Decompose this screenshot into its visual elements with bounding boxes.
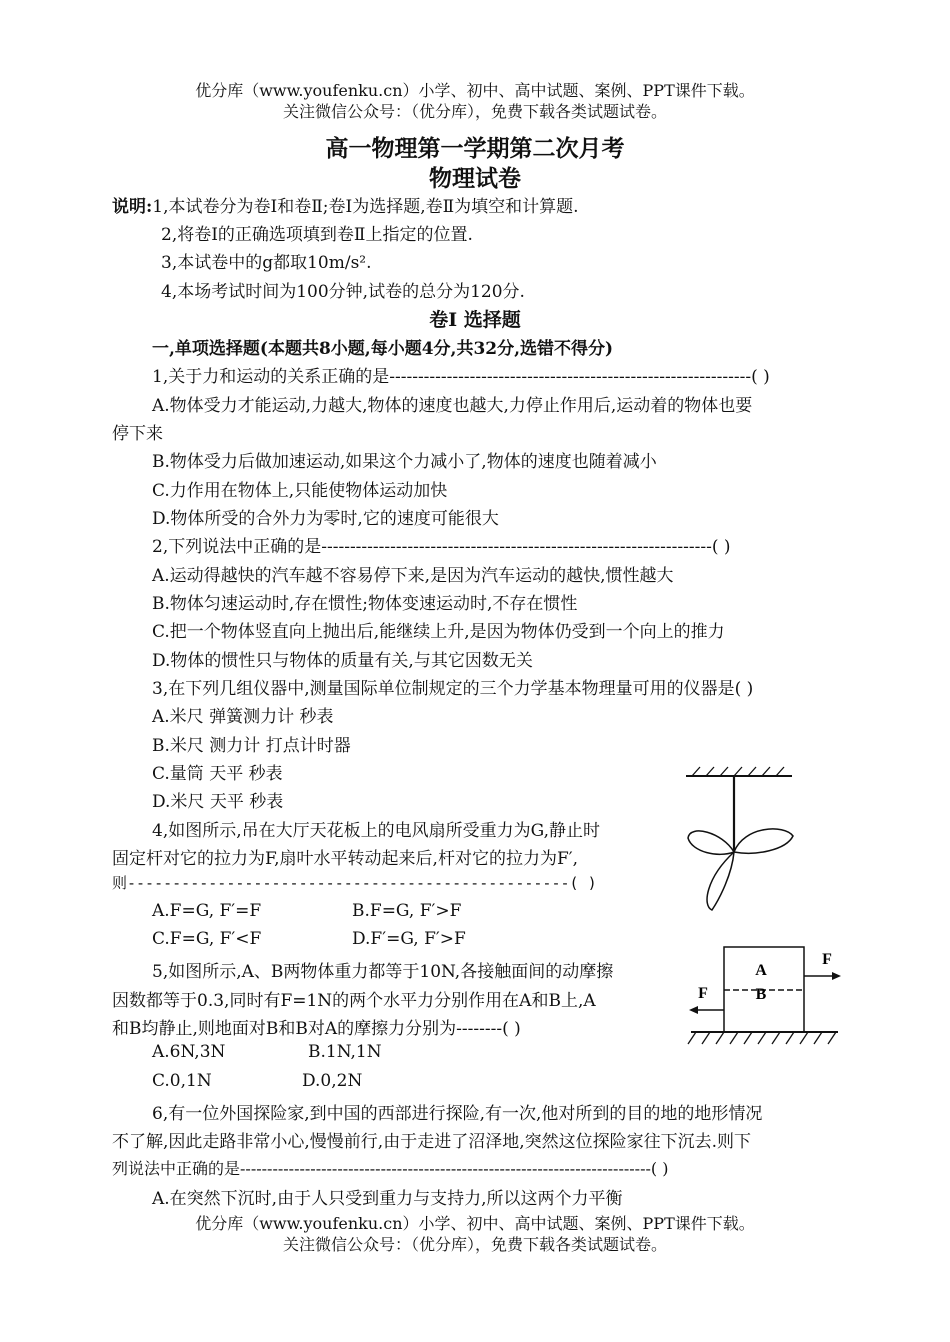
page-subtitle: 物理试卷 [429,165,521,192]
block-b-label: B [755,986,767,1003]
q3-option-b: B.米尺 测力计 打点计时器 [152,736,351,756]
notes-block [112,192,579,217]
q1-option-b: B.物体受力后做加速运动,如果这个力减小了,物体的速度也随着减小 [152,452,657,472]
q2-option-b: B.物体匀速运动时,存在惯性;物体变速运动时,不存在惯性 [152,594,578,614]
page-title: 高一物理第一学期第二次月考 [325,135,625,162]
q2-option-d: D.物体的惯性只与物体的质量有关,与其它因数无关 [152,651,533,671]
q4-option-c: C.F=G, F′<F [152,929,262,949]
ceiling-fan-figure [682,766,798,916]
note-item: 2,将卷Ⅰ的正确选项填到卷Ⅱ上指定的位置. [161,225,473,245]
q5-option-a: A.6N,3N [152,1042,226,1062]
section-title: 卷Ⅰ 选择题 [429,309,521,331]
q5-option-c: C.0,1N [152,1071,212,1091]
q1-option-d: D.物体所受的合外力为零时,它的速度可能很大 [152,509,499,529]
note-item: 1,本试卷分为卷Ⅰ和卷Ⅱ;卷Ⅰ为选择题,卷Ⅱ为填空和计算题. [152,197,579,217]
force-right-label: F [822,951,832,968]
note-item: 4,本场考试时间为100分钟,试卷的总分为120分. [161,282,525,302]
footer-line-1: 优分库（www.youfenku.cn）小学、初中、高中试题、案例、PPT课件下载。 [195,1214,755,1233]
q5-stem-line-2: 因数都等于0.3,同时有F=1N的两个水平力分别作用在A和B上,A [112,991,596,1011]
header-line-2: 关注微信公众号：（优分库），免费下载各类试题试卷。 [282,102,667,121]
q6-stem-line-3: 列说法中正确的是----------------------------------------------------------------------------( ) [112,1159,669,1178]
q5-option-b: B.1N,1N [308,1042,382,1062]
q4-option-d: D.F′=G, F′>F [352,929,466,949]
block-a-label: A [755,962,767,979]
q1-option-a-cont: 停下来 [112,424,163,444]
header-line-1: 优分库（www.youfenku.cn）小学、初中、高中试题、案例、PPT课件下载。 [195,81,755,100]
q2-option-a: A.运动得越快的汽车越不容易停下来,是因为汽车运动的越快,惯性越大 [152,566,674,586]
q5-option-d: D.0,2N [302,1071,363,1091]
q5-stem-line-3: 和B均静止,则地面对B和B对A的摩擦力分别为--------( ) [112,1019,521,1039]
q2-stem: 2,下列说法中正确的是--------------------------------------------------------------------( ) [152,537,731,557]
q6-stem-line-1: 6,有一位外国探险家,到中国的西部进行探险,有一次,他对所到的目的地的地形情况 [152,1104,763,1124]
q5-stem-line-1: 5,如图所示,A、B两物体重力都等于10N,各接触面间的动摩擦 [152,962,614,982]
footer-line-2: 关注微信公众号：（优分库），免费下载各类试题试卷。 [282,1235,667,1254]
q4-stem-line-1: 4,如图所示,吊在大厅天花板上的电风扇所受重力为G,静止时 [152,821,601,841]
q6-option-a: A.在突然下沉时,由于人只受到重力与支持力,所以这两个力平衡 [152,1189,623,1209]
q1-option-a: A.物体受力才能运动,力越大,物体的速度也越大,力停止作用后,运动着的物体也要 [152,396,753,416]
q3-option-c: C.量筒 天平 秒表 [152,764,283,784]
notes-label: 说明: [112,197,153,217]
blocks-figure [686,944,846,1050]
q1-stem: 1,关于力和运动的关系正确的是---------------------------------------------------------------( ) [152,367,770,387]
q1-option-c: C.力作用在物体上,只能使物体运动加快 [152,481,448,501]
part-heading: 一,单项选择题(本题共8小题,每小题4分,共32分,选错不得分) [152,339,614,359]
q4-stem-line-3: 则-------------------------------------------------( ) [112,874,597,892]
q6-stem-line-2: 不了解,因此走路非常小心,慢慢前行,由于走进了沼泽地,突然这位探险家往下沉去.则下 [112,1132,752,1152]
q3-stem: 3,在下列几组仪器中,测量国际单位制规定的三个力学基本物理量可用的仪器是( ) [152,679,754,699]
q2-option-c: C.把一个物体竖直向上抛出后,能继续上升,是因为物体仍受到一个向上的推力 [152,622,725,642]
q4-option-b: B.F=G, F′>F [352,901,462,921]
note-item: 3,本试卷中的g都取10m/s². [161,253,372,273]
q3-option-a: A.米尺 弹簧测力计 秒表 [152,707,334,727]
q4-stem-line-2: 固定杆对它的拉力为F,扇叶水平转动起来后,杆对它的拉力为F′, [112,849,579,869]
q4-option-a: A.F=G, F′=F [152,901,262,921]
q3-option-d: D.米尺 天平 秒表 [152,792,284,812]
force-left-label: F [698,985,708,1002]
